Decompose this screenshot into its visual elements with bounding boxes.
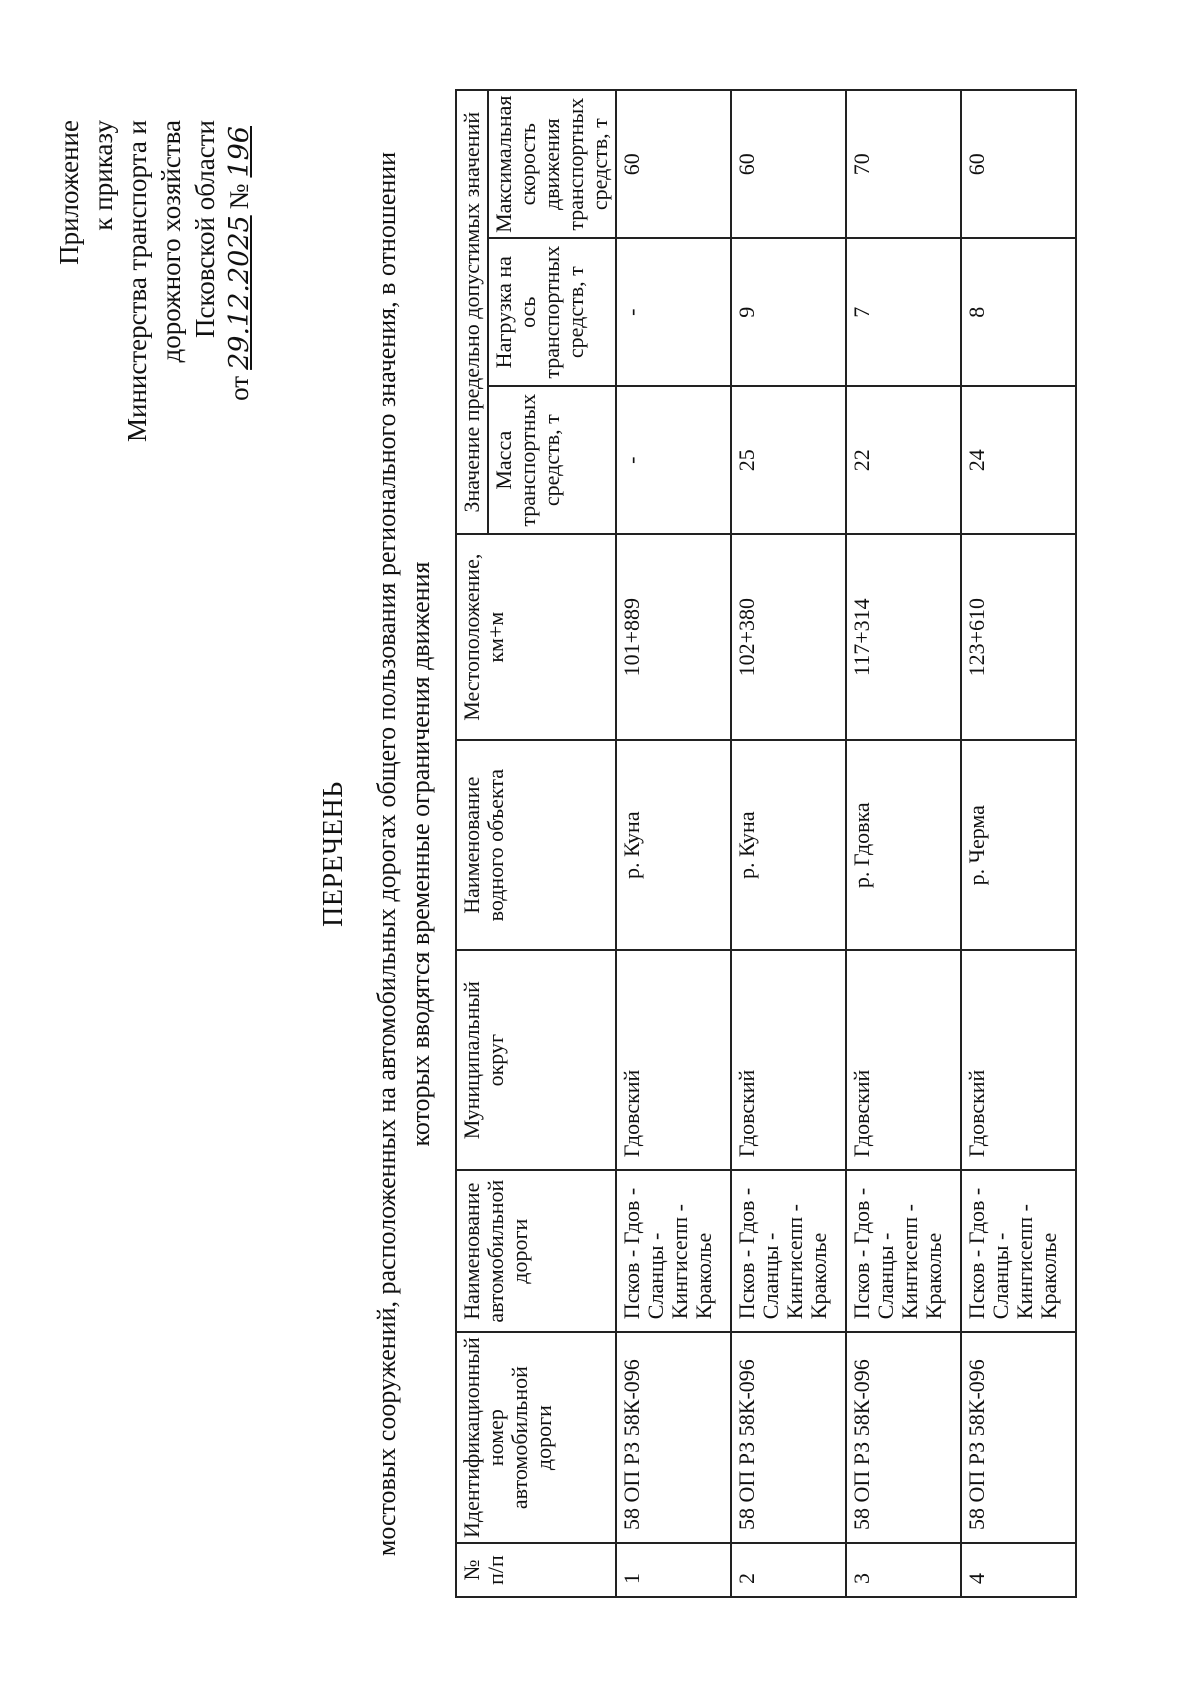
cell-water-object: р. Черма xyxy=(961,740,1076,950)
table-row xyxy=(846,90,961,1597)
cell-axle-load: 9 xyxy=(731,238,846,386)
header-municipality: Муниципальный округ xyxy=(456,950,616,1170)
cell-mass: 22 xyxy=(846,386,961,534)
subtitle-line-2: которых вводятся временные ограничения движения xyxy=(406,561,435,1147)
subtitle-line-1: мостовых сооружений, расположенных на автомобильных дорогах общего пользования регионального значения, в отношении xyxy=(372,151,401,1557)
ministry-name-line1: Министерства транспорта и xyxy=(122,120,152,442)
order-reference: к приказу xyxy=(88,120,118,231)
cell-num: 4 xyxy=(961,1543,1076,1597)
cell-road-id: 58 ОП РЗ 58К-096 xyxy=(731,1332,846,1543)
cell-axle-load: 7 xyxy=(846,238,961,386)
cell-location: 117+314 xyxy=(846,534,961,740)
ministry-name-line3: Псковской области xyxy=(190,120,220,339)
cell-axle-load: - xyxy=(616,238,731,386)
cell-water-object: р. Куна xyxy=(616,740,731,950)
order-date-number xyxy=(222,120,257,442)
cell-location: 102+380 xyxy=(731,534,846,740)
table-row xyxy=(961,90,1076,1597)
cell-municipality: Гдовский xyxy=(846,950,961,1170)
cell-road-name: Псков - Гдов - Сланцы - Кингисепп - Краколье xyxy=(846,1170,961,1332)
header-road-id: Идентификационный номер автомобильной дороги xyxy=(456,1332,616,1543)
cell-num: 3 xyxy=(846,1543,961,1597)
cell-municipality: Гдовский xyxy=(731,950,846,1170)
date-prefix: от xyxy=(224,375,254,401)
header-limit-values: Значение предельно допустимых значений xyxy=(456,90,488,534)
cell-max-speed: 60 xyxy=(731,90,846,238)
cell-road-id: 58 ОП РЗ 58К-096 xyxy=(846,1332,961,1543)
cell-max-speed: 60 xyxy=(961,90,1076,238)
bridges-table xyxy=(455,89,1077,1598)
document-subtitle xyxy=(370,0,438,1708)
document-title: ПЕРЕЧЕНЬ xyxy=(318,781,349,927)
ministry-name-line2: дорожного хозяйства xyxy=(156,120,186,363)
header-location: Местоположение, км+м xyxy=(456,534,616,740)
cell-location: 123+610 xyxy=(961,534,1076,740)
appendix-header xyxy=(52,120,257,442)
handwritten-date: 29.12.2025 xyxy=(224,215,255,370)
table-row xyxy=(616,90,731,1597)
appendix-label: Приложение xyxy=(54,120,84,265)
header-mass: Масса транспортных средств, т xyxy=(488,386,616,534)
header-num: № п/п xyxy=(456,1543,616,1597)
table-body xyxy=(616,90,1076,1597)
cell-road-id: 58 ОП РЗ 58К-096 xyxy=(961,1332,1076,1543)
cell-mass: 24 xyxy=(961,386,1076,534)
header-road-name: Наименование автомобильной дороги xyxy=(456,1170,616,1332)
cell-location: 101+889 xyxy=(616,534,731,740)
cell-road-name: Псков - Гдов - Сланцы - Кингисепп - Краколье xyxy=(731,1170,846,1332)
cell-road-name: Псков - Гдов - Сланцы - Кингисепп - Краколье xyxy=(616,1170,731,1332)
header-water-object: Наименование водного объекта xyxy=(456,740,616,950)
cell-water-object: р. Гдовка xyxy=(846,740,961,950)
cell-municipality: Гдовский xyxy=(616,950,731,1170)
handwritten-number: 196 xyxy=(224,126,255,178)
cell-road-id: 58 ОП РЗ 58К-096 xyxy=(616,1332,731,1543)
header-max-speed: Максимальная скорость движения транспортных средств, т xyxy=(488,90,616,238)
cell-max-speed: 70 xyxy=(846,90,961,238)
cell-max-speed: 60 xyxy=(616,90,731,238)
cell-water-object: р. Куна xyxy=(731,740,846,950)
cell-mass: 25 xyxy=(731,386,846,534)
cell-municipality: Гдовский xyxy=(961,950,1076,1170)
cell-mass: - xyxy=(616,386,731,534)
cell-num: 2 xyxy=(731,1543,846,1597)
cell-num: 1 xyxy=(616,1543,731,1597)
number-prefix: № xyxy=(224,183,254,210)
table-row xyxy=(731,90,846,1597)
cell-axle-load: 8 xyxy=(961,238,1076,386)
cell-road-name: Псков - Гдов - Сланцы - Кингисепп - Краколье xyxy=(961,1170,1076,1332)
header-axle-load: Нагрузка на ось транспортных средств, т xyxy=(488,238,616,386)
